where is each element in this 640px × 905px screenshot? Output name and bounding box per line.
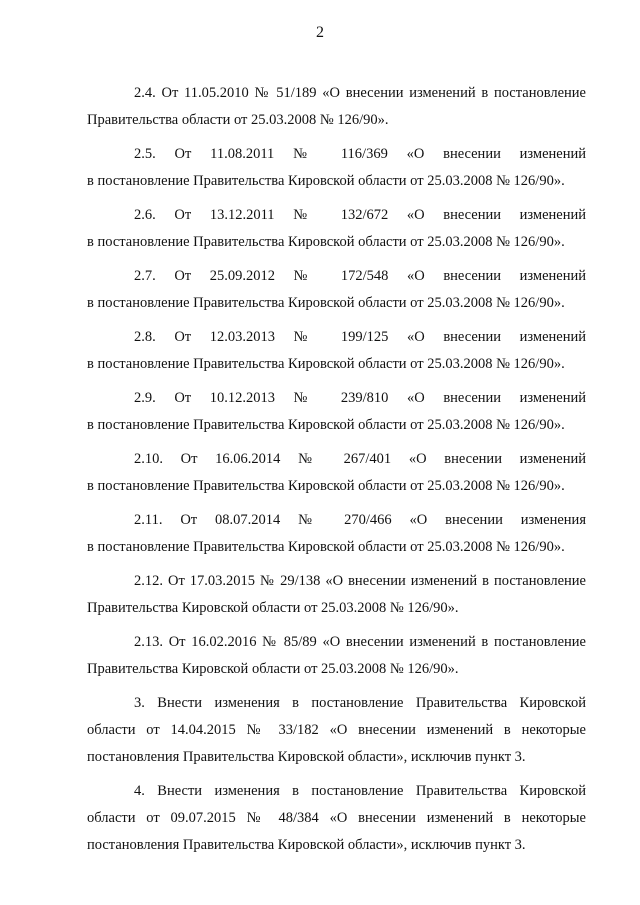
paragraph-line: постановления Правительства Кировской области», исключив пункт 3. — [87, 749, 526, 765]
paragraph-line: в постановление Правительства Кировской области от 25.03.2008 № 126/90». — [87, 417, 565, 433]
paragraph-2-9 — [87, 385, 586, 439]
paragraph-2-4 — [87, 80, 586, 134]
paragraph-2-13 — [87, 629, 586, 683]
paragraph-4 — [87, 778, 586, 859]
paragraph-line: 2.7. От 25.09.2012 № 172/548 «О внесении изменений — [134, 268, 586, 284]
paragraph-line: 3. Внести изменения в постановление Правительства Кировской — [134, 695, 586, 711]
paragraph-line: 2.9. От 10.12.2013 № 239/810 «О внесении изменений — [134, 390, 586, 406]
paragraph-line: в постановление Правительства Кировской области от 25.03.2008 № 126/90». — [87, 173, 565, 189]
paragraph-line: 2.12. От 17.03.2015 № 29/138 «О внесении изменений в постановление — [134, 573, 586, 589]
paragraph-line: 2.6. От 13.12.2011 № 132/672 «О внесении изменений — [134, 207, 586, 223]
paragraph-2-12 — [87, 568, 586, 622]
paragraph-2-7 — [87, 263, 586, 317]
paragraph-line: Правительства Кировской области от 25.03.2008 № 126/90». — [87, 600, 459, 616]
paragraph-line: области от 14.04.2015 № 33/182 «О внесении изменений в некоторые — [87, 722, 586, 738]
paragraph-line: 2.8. От 12.03.2013 № 199/125 «О внесении изменений — [134, 329, 586, 345]
paragraph-line: 2.11. От 08.07.2014 № 270/466 «О внесении изменения — [134, 512, 586, 528]
paragraph-line: Правительства области от 25.03.2008 № 126/90». — [87, 112, 389, 128]
paragraph-2-11 — [87, 507, 586, 561]
paragraph-2-6 — [87, 202, 586, 256]
paragraph-line: Правительства Кировской области от 25.03.2008 № 126/90». — [87, 661, 459, 677]
paragraph-3 — [87, 690, 586, 771]
paragraph-2-8 — [87, 324, 586, 378]
paragraph-line: 2.5. От 11.08.2011 № 116/369 «О внесении изменений — [134, 146, 586, 162]
paragraph-line: в постановление Правительства Кировской области от 25.03.2008 № 126/90». — [87, 478, 565, 494]
page-number: 2 — [316, 24, 324, 41]
paragraph-line: постановления Правительства Кировской области», исключив пункт 3. — [87, 837, 526, 853]
paragraph-line: области от 09.07.2015 № 48/384 «О внесении изменений в некоторые — [87, 810, 586, 826]
document-body — [87, 80, 586, 859]
paragraph-line: в постановление Правительства Кировской области от 25.03.2008 № 126/90». — [87, 234, 565, 250]
paragraph-line: в постановление Правительства Кировской области от 25.03.2008 № 126/90». — [87, 539, 565, 555]
paragraph-line: 2.13. От 16.02.2016 № 85/89 «О внесении изменений в постановление — [134, 634, 586, 650]
paragraph-line: в постановление Правительства Кировской области от 25.03.2008 № 126/90». — [87, 356, 565, 372]
paragraph-line: 2.10. От 16.06.2014 № 267/401 «О внесении изменений — [134, 451, 586, 467]
paragraph-line: 2.4. От 11.05.2010 № 51/189 «О внесении изменений в постановление — [134, 85, 586, 101]
paragraph-line: 4. Внести изменения в постановление Правительства Кировской — [134, 783, 586, 799]
paragraph-line: в постановление Правительства Кировской области от 25.03.2008 № 126/90». — [87, 295, 565, 311]
paragraph-2-10 — [87, 446, 586, 500]
paragraph-2-5 — [87, 141, 586, 195]
